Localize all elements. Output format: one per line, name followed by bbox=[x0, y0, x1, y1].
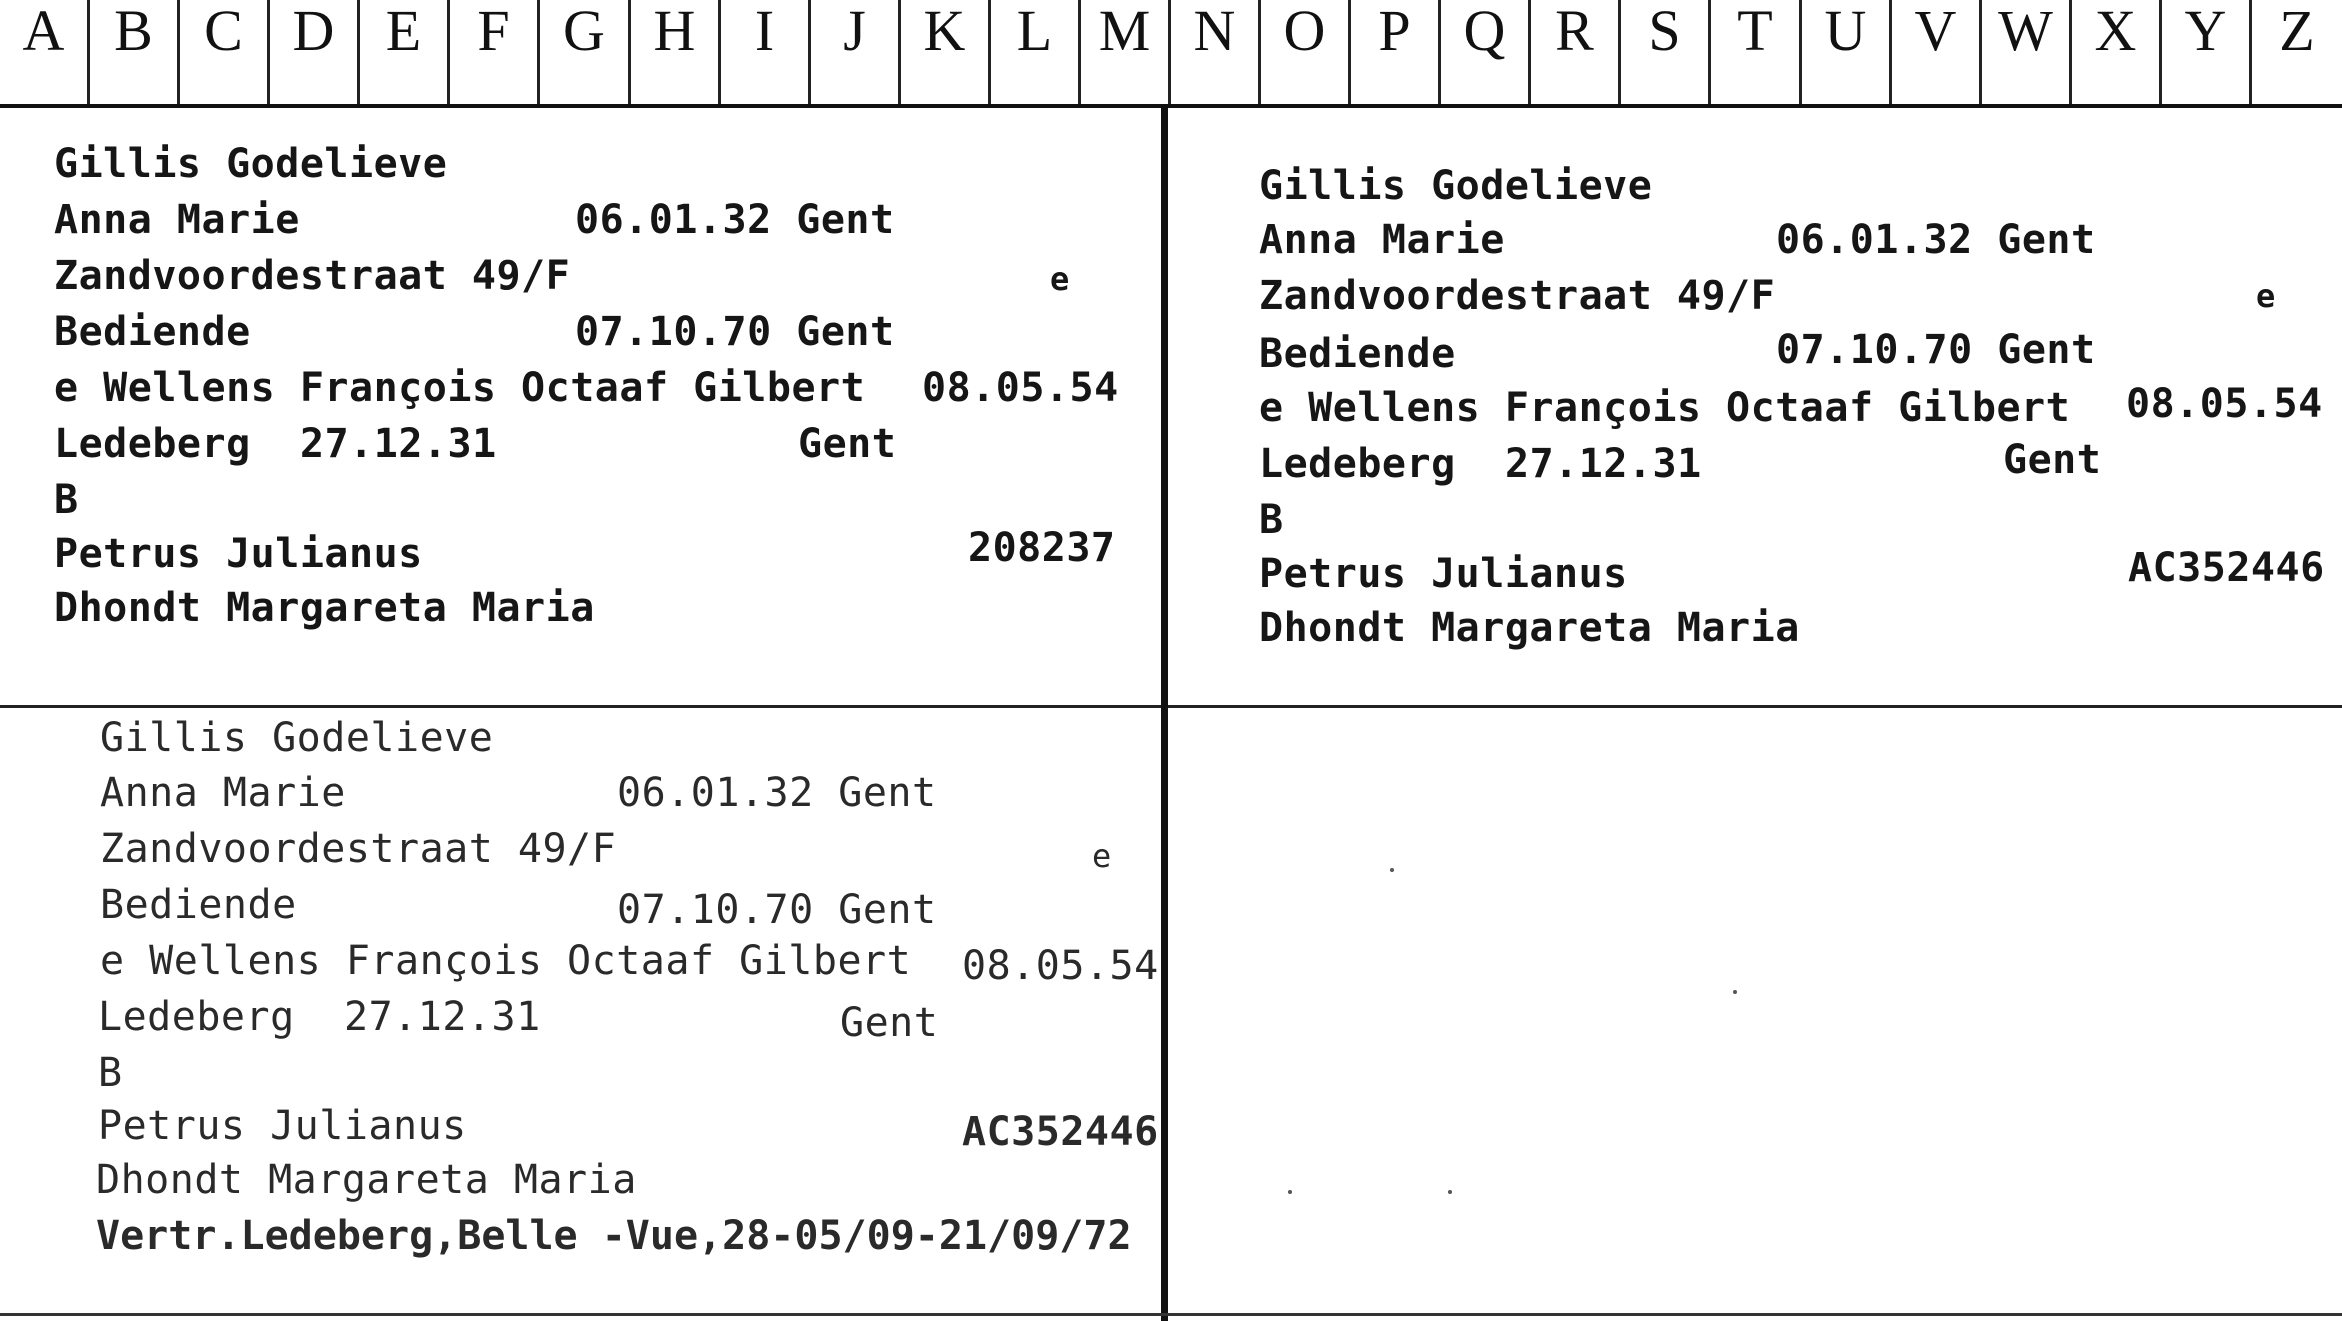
index-letter-b: B bbox=[90, 0, 180, 104]
card-father: Petrus Julianus bbox=[54, 531, 423, 577]
card-occupation: Bediende bbox=[100, 882, 297, 928]
card-address: Zandvoordestraat 49/F bbox=[100, 826, 617, 872]
index-letter-o: O bbox=[1261, 0, 1351, 104]
card-father: Petrus Julianus bbox=[98, 1103, 467, 1149]
card-father: Petrus Julianus bbox=[1259, 551, 1628, 597]
card-number: 208237 bbox=[968, 525, 1116, 571]
index-letter-h: H bbox=[631, 0, 721, 104]
card-birth: 06.01.32 Gent bbox=[575, 197, 895, 243]
paper-speck bbox=[1733, 990, 1737, 994]
card-bottom-right-empty bbox=[1168, 708, 2342, 1313]
index-letter-j: J bbox=[811, 0, 901, 104]
card-name: Gillis Godelieve bbox=[54, 141, 448, 187]
card-name: Gillis Godelieve bbox=[1259, 163, 1653, 209]
card-spouse-birthdate: 27.12.31 bbox=[1505, 441, 1702, 487]
card-spouse-city: Gent bbox=[840, 1000, 939, 1046]
card-spouse-birthplace: Ledeberg bbox=[54, 421, 251, 467]
card-spouse-date: 08.05.54 bbox=[962, 943, 1159, 989]
card-first-names: Anna Marie bbox=[100, 770, 346, 816]
index-letter-v: V bbox=[1892, 0, 1982, 104]
card-marker: e bbox=[1092, 837, 1112, 875]
card-mother: Dhondt Margareta Maria bbox=[1259, 605, 1800, 651]
card-top-left bbox=[0, 108, 1161, 705]
card-marriage: 07.10.70 Gent bbox=[575, 309, 895, 355]
card-marker: e bbox=[1050, 260, 1070, 298]
card-spouse-birthplace: Ledeberg bbox=[1259, 441, 1456, 487]
card-letter: B bbox=[98, 1050, 123, 1096]
card-spouse-city: Gent bbox=[2003, 437, 2102, 483]
card-letter: B bbox=[54, 477, 79, 523]
index-letter-n: N bbox=[1171, 0, 1261, 104]
card-birth: 06.01.32 Gent bbox=[617, 770, 937, 816]
card-spouse-birthplace: Ledeberg bbox=[98, 994, 295, 1040]
card-spouse: e Wellens François Octaaf Gilbert bbox=[54, 365, 866, 411]
card-spouse-birthdate: 27.12.31 bbox=[300, 421, 497, 467]
index-letter-c: C bbox=[180, 0, 270, 104]
card-spouse: e Wellens François Octaaf Gilbert bbox=[1259, 385, 2071, 431]
card-occupation: Bediende bbox=[1259, 331, 1456, 377]
card-marriage: 07.10.70 Gent bbox=[1776, 327, 2096, 373]
index-letter-z: Z bbox=[2279, 0, 2315, 63]
index-letter-m: M bbox=[1081, 0, 1171, 104]
index-letter-r: R bbox=[1531, 0, 1621, 104]
index-letter-g: G bbox=[540, 0, 631, 104]
index-letter-k: K bbox=[901, 0, 991, 104]
card-letter: B bbox=[1259, 497, 1284, 543]
bottom-rule bbox=[0, 1313, 2342, 1316]
index-letter-l: L bbox=[991, 0, 1081, 104]
card-address: Zandvoordestraat 49/F bbox=[1259, 273, 1776, 319]
card-mother: Dhondt Margareta Maria bbox=[96, 1157, 637, 1203]
card-marker: e bbox=[2256, 277, 2276, 315]
card-name: Gillis Godelieve bbox=[100, 715, 494, 761]
card-address: Zandvoordestraat 49/F bbox=[54, 253, 571, 299]
index-letter-x: X bbox=[2072, 0, 2162, 104]
vertical-divider bbox=[1161, 104, 1168, 1321]
card-spouse-date: 08.05.54 bbox=[2126, 381, 2323, 427]
card-top-right bbox=[1168, 108, 2342, 705]
card-number: AC352446 bbox=[2128, 545, 2325, 591]
index-letter-i: I bbox=[721, 0, 811, 104]
alphabet-index bbox=[0, 0, 2342, 108]
card-first-names: Anna Marie bbox=[1259, 217, 1505, 263]
index-letter-f: F bbox=[450, 0, 540, 104]
index-letter-p: P bbox=[1351, 0, 1441, 104]
paper-speck bbox=[1448, 1190, 1452, 1194]
card-birth: 06.01.32 Gent bbox=[1776, 217, 2096, 263]
card-bottom-left bbox=[0, 708, 1161, 1313]
index-letter-w: W bbox=[1982, 0, 2072, 104]
card-first-names: Anna Marie bbox=[54, 197, 300, 243]
card-spouse: e Wellens François Octaaf Gilbert bbox=[100, 938, 912, 984]
index-letter-a: A bbox=[0, 0, 90, 104]
card-mother: Dhondt Margareta Maria bbox=[54, 585, 595, 631]
card-departure: Vertr.Ledeberg,Belle -Vue,28-05/09-21/09/72 bbox=[96, 1213, 1132, 1259]
card-spouse-date: 08.05.54 bbox=[922, 365, 1119, 411]
index-letter-e: E bbox=[360, 0, 450, 104]
card-spouse-birthdate: 27.12.31 bbox=[344, 994, 541, 1040]
card-occupation: Bediende bbox=[54, 309, 251, 355]
index-letter-s: S bbox=[1621, 0, 1711, 104]
index-letter-t: T bbox=[1711, 0, 1802, 104]
card-spouse-city: Gent bbox=[798, 421, 897, 467]
index-letter-y: Y bbox=[2162, 0, 2252, 104]
card-number: AC352446 bbox=[962, 1109, 1159, 1155]
index-letter-u: U bbox=[1802, 0, 1892, 104]
paper-speck bbox=[1288, 1190, 1292, 1194]
card-marriage: 07.10.70 Gent bbox=[617, 887, 937, 933]
paper-speck bbox=[1390, 868, 1394, 872]
index-letter-d: D bbox=[270, 0, 360, 104]
index-letter-q: Q bbox=[1441, 0, 1531, 104]
